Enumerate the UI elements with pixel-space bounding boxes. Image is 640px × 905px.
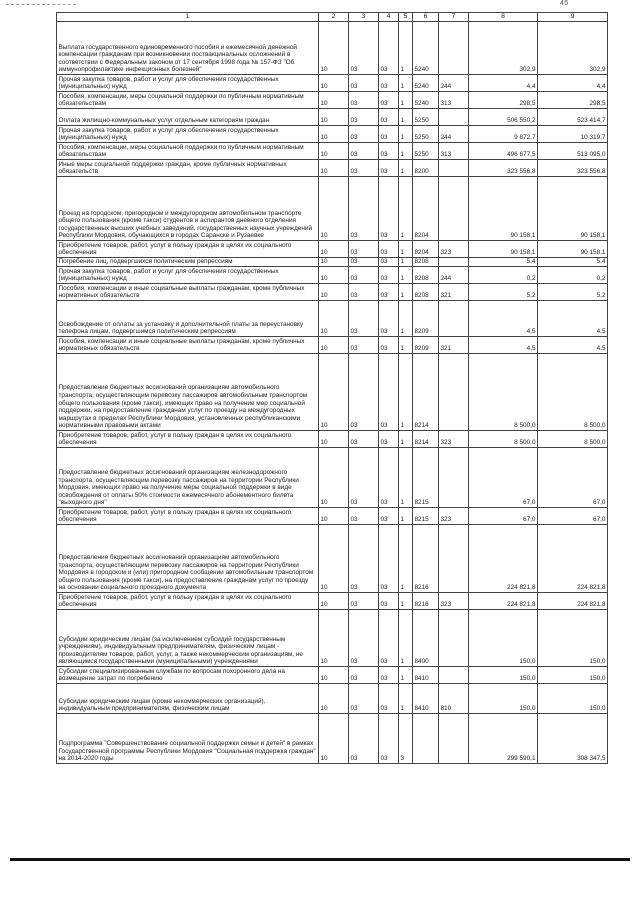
code-cell: 1 <box>399 593 413 610</box>
row-name: Предоставление бюджетных ассигнований организациям железнодорожного транспорта, осуществляющим перевозку пассажиров на территории Республики Мордовия, имеющих право на получение меры социальной поддержки в виде освобождения от оплаты 50% стоимости ежемесячного абонементного билета "выходного дня" <box>57 448 319 508</box>
amount-cell: 523 414,7 <box>538 109 608 126</box>
row-name: Приобретение товаров, работ, услуг в пользу граждан в целях их социального обеспечения <box>57 593 319 610</box>
table-row <box>57 109 608 126</box>
code-cell: 8209 <box>413 337 439 354</box>
amount-cell: 496 677,5 <box>469 143 538 160</box>
amount-cell: 0,2 <box>538 267 608 284</box>
code-cell: 1 <box>399 92 413 109</box>
amount-cell: 5,2 <box>469 284 538 301</box>
code-cell: 10 <box>319 593 349 610</box>
table-header <box>57 13 608 22</box>
column-header-8: 8 <box>469 13 538 22</box>
code-cell: 321 <box>439 337 469 354</box>
code-cell: 323 <box>439 431 469 448</box>
amount-cell: 5,4 <box>469 258 538 267</box>
code-cell: 321 <box>439 284 469 301</box>
amount-cell: 150,0 <box>538 667 608 684</box>
code-cell: 03 <box>379 301 399 337</box>
table-row <box>57 177 608 241</box>
code-cell: 8200 <box>413 160 439 177</box>
code-cell: 10 <box>319 448 349 508</box>
code-cell: 810 <box>439 684 469 714</box>
row-name: Выплата государственного единовременного пособия и ежемесячной денежной компенсации гражданам при возникновении поствакцинальных осложнений в соответствии с Федеральным законом от 17 сентября 1998 года № 157-ФЗ "Об иммунопрофилактике инфекционных болезней" <box>57 22 319 75</box>
code-cell: 03 <box>349 301 379 337</box>
amount-cell: 308 347,5 <box>538 714 608 764</box>
code-cell: 1 <box>399 241 413 258</box>
code-cell: 03 <box>379 241 399 258</box>
code-cell: 1 <box>399 284 413 301</box>
code-cell: 1 <box>399 337 413 354</box>
code-cell: 10 <box>319 143 349 160</box>
column-header-2: 2 <box>319 13 349 22</box>
code-cell: 8208 <box>413 284 439 301</box>
amount-cell: 67,0 <box>469 448 538 508</box>
code-cell <box>439 448 469 508</box>
code-cell: 10 <box>319 431 349 448</box>
row-name: Приобретение товаров, работ, услуг в пользу граждан в целях их социального обеспечения <box>57 241 319 258</box>
code-cell: 313 <box>439 143 469 160</box>
code-cell: 10 <box>319 126 349 143</box>
table-row <box>57 610 608 667</box>
code-cell: 1 <box>399 354 413 431</box>
amount-cell: 8 500,0 <box>469 431 538 448</box>
code-cell: 10 <box>319 284 349 301</box>
amount-cell: 224 821,8 <box>538 593 608 610</box>
code-cell: 1 <box>399 267 413 284</box>
column-header-6: 6 <box>413 13 439 22</box>
code-cell: 1 <box>399 525 413 593</box>
code-cell: 244 <box>439 267 469 284</box>
code-cell: 8216 <box>413 593 439 610</box>
code-cell: 323 <box>439 593 469 610</box>
amount-cell: 4,5 <box>469 301 538 337</box>
code-cell: 03 <box>349 160 379 177</box>
table-row <box>57 593 608 610</box>
code-cell: 8204 <box>413 177 439 241</box>
code-cell: 03 <box>349 284 379 301</box>
code-cell: 03 <box>349 337 379 354</box>
row-name: Пособия, компенсации и иные социальные выплаты гражданам, кроме публичных нормативных обязательств <box>57 284 319 301</box>
code-cell: 1 <box>399 508 413 525</box>
row-name: Субсидии специализированным службам по вопросам похоронного дела на возмещение затрат по погребению <box>57 667 319 684</box>
amount-cell: 298,5 <box>538 92 608 109</box>
code-cell: 10 <box>319 508 349 525</box>
table-row <box>57 258 608 267</box>
table-row <box>57 431 608 448</box>
table-row <box>57 301 608 337</box>
amount-cell: 224 821,8 <box>469 525 538 593</box>
code-cell: 8215 <box>413 508 439 525</box>
code-cell: 03 <box>379 610 399 667</box>
amount-cell: 67,0 <box>538 508 608 525</box>
amount-cell: 302,9 <box>469 22 538 75</box>
amount-cell: 298,5 <box>469 92 538 109</box>
code-cell: 323 <box>439 241 469 258</box>
column-header-5: 5 <box>399 13 413 22</box>
code-cell: 1 <box>399 109 413 126</box>
code-cell: 03 <box>379 258 399 267</box>
table-row <box>57 684 608 714</box>
column-number-row <box>57 13 608 22</box>
code-cell: 03 <box>349 525 379 593</box>
table-row <box>57 160 608 177</box>
code-cell <box>439 177 469 241</box>
amount-cell: 299 590,1 <box>469 714 538 764</box>
row-name: Прочая закупка товаров, работ и услуг для обеспечения государственных (муниципальных) нужд <box>57 126 319 143</box>
row-name: Приобретение товаров, работ, услуг в пользу граждан в целях их социального обеспечения <box>57 508 319 525</box>
code-cell: 03 <box>349 431 379 448</box>
code-cell: 8216 <box>413 525 439 593</box>
code-cell <box>439 258 469 267</box>
table-row <box>57 337 608 354</box>
code-cell: 03 <box>349 267 379 284</box>
code-cell: 8209 <box>413 301 439 337</box>
code-cell: 8215 <box>413 448 439 508</box>
amount-cell: 150,0 <box>538 684 608 714</box>
code-cell: 5250 <box>413 109 439 126</box>
table-row <box>57 448 608 508</box>
amount-cell: 302,9 <box>538 22 608 75</box>
top-dashed-line <box>6 4 76 5</box>
column-header-9: 9 <box>538 13 608 22</box>
code-cell: 1 <box>399 258 413 267</box>
code-cell: 10 <box>319 610 349 667</box>
code-cell: 10 <box>319 177 349 241</box>
amount-cell: 4,4 <box>469 75 538 92</box>
code-cell: 03 <box>349 667 379 684</box>
amount-cell: 90 158,1 <box>469 177 538 241</box>
code-cell: 03 <box>379 109 399 126</box>
code-cell <box>439 714 469 764</box>
code-cell: 1 <box>399 143 413 160</box>
code-cell: 03 <box>379 75 399 92</box>
code-cell: 03 <box>379 714 399 764</box>
table-row <box>57 75 608 92</box>
amount-cell: 4,4 <box>538 75 608 92</box>
code-cell <box>439 301 469 337</box>
code-cell: 10 <box>319 714 349 764</box>
row-name: Проезд на городском, пригородном и междугородном автомобильном транспорте общего пользования (кроме такси) студентов и аспирантов дневного отделения государственных высших учебных заведений, государственных научных учреждений Республики Мордовия, обучающихся в городах Саранске и Рузаевке <box>57 177 319 241</box>
code-cell: 10 <box>319 684 349 714</box>
code-cell: 03 <box>349 92 379 109</box>
code-cell: 03 <box>349 508 379 525</box>
amount-cell: 67,0 <box>538 448 608 508</box>
code-cell: 5250 <box>413 143 439 160</box>
code-cell: 03 <box>349 177 379 241</box>
code-cell: 03 <box>349 109 379 126</box>
code-cell: 03 <box>349 126 379 143</box>
code-cell: 03 <box>379 448 399 508</box>
code-cell: 8204 <box>413 241 439 258</box>
row-name: Прочая закупка товаров, работ и услуг для обеспечения государственных (муниципальных) нужд <box>57 75 319 92</box>
code-cell: 03 <box>379 126 399 143</box>
code-cell: 03 <box>349 22 379 75</box>
row-name: Пособия, компенсации и иные социальные выплаты гражданам, кроме публичных нормативных обязательств <box>57 337 319 354</box>
code-cell <box>439 610 469 667</box>
page-number: 45 <box>560 0 569 7</box>
amount-cell: 67,0 <box>469 508 538 525</box>
code-cell: 10 <box>319 241 349 258</box>
code-cell: 03 <box>379 354 399 431</box>
row-name: Освобождение от оплаты за установку и дополнительной платы за переустановку телефона лицам, подвергшимся политическим репрессиям <box>57 301 319 337</box>
amount-cell: 150,0 <box>469 684 538 714</box>
code-cell: 1 <box>399 667 413 684</box>
column-header-4: 4 <box>379 13 399 22</box>
code-cell: 03 <box>379 284 399 301</box>
amount-cell: 0,2 <box>469 267 538 284</box>
code-cell: 03 <box>349 258 379 267</box>
row-name: Погребение лиц, подвергшихся политическим репрессиям <box>57 258 319 267</box>
row-name: Иные меры социальной поддержки граждан, кроме публичных нормативных обязательств <box>57 160 319 177</box>
code-cell <box>439 667 469 684</box>
table-row <box>57 508 608 525</box>
code-cell <box>439 22 469 75</box>
code-cell: 10 <box>319 354 349 431</box>
amount-cell: 90 158,1 <box>469 241 538 258</box>
code-cell: 10 <box>319 301 349 337</box>
code-cell: 1 <box>399 448 413 508</box>
amount-cell: 323 556,8 <box>469 160 538 177</box>
code-cell: 1 <box>399 22 413 75</box>
amount-cell: 150,0 <box>469 610 538 667</box>
table-row <box>57 92 608 109</box>
code-cell: 10 <box>319 109 349 126</box>
code-cell: 5240 <box>413 22 439 75</box>
code-cell: 1 <box>399 177 413 241</box>
code-cell: 03 <box>379 337 399 354</box>
amount-cell: 5,2 <box>538 284 608 301</box>
code-cell <box>439 525 469 593</box>
amount-cell: 4,5 <box>538 301 608 337</box>
row-name: Пособия, компенсации, меры социальной поддержки по публичным нормативным обязательствам <box>57 92 319 109</box>
amount-cell: 506 550,2 <box>469 109 538 126</box>
code-cell: 10 <box>319 337 349 354</box>
amount-cell: 150,0 <box>538 610 608 667</box>
code-cell: 10 <box>319 160 349 177</box>
code-cell: 03 <box>349 714 379 764</box>
code-cell: 10 <box>319 258 349 267</box>
code-cell: 5240 <box>413 75 439 92</box>
code-cell: 03 <box>379 160 399 177</box>
code-cell: 8208 <box>413 267 439 284</box>
table-row <box>57 667 608 684</box>
code-cell: 10 <box>319 267 349 284</box>
code-cell: 8400 <box>413 610 439 667</box>
code-cell: 03 <box>379 267 399 284</box>
code-cell: 03 <box>379 508 399 525</box>
column-header-3: 3 <box>349 13 379 22</box>
code-cell: 1 <box>399 684 413 714</box>
code-cell: 8410 <box>413 667 439 684</box>
table-row <box>57 126 608 143</box>
code-cell: 03 <box>379 143 399 160</box>
code-cell: 03 <box>349 241 379 258</box>
amount-cell: 513 095,0 <box>538 143 608 160</box>
amount-cell: 150,0 <box>469 667 538 684</box>
bottom-rule <box>10 858 630 861</box>
row-name: Субсидии юридическим лицам (кроме некоммерческих организаций), индивидуальным предпринимателям, физическим лицам <box>57 684 319 714</box>
code-cell: 03 <box>349 75 379 92</box>
amount-cell: 9 872,7 <box>469 126 538 143</box>
code-cell: 1 <box>399 301 413 337</box>
amount-cell: 4,5 <box>538 337 608 354</box>
code-cell: 03 <box>349 143 379 160</box>
amount-cell: 4,5 <box>469 337 538 354</box>
table-row <box>57 22 608 75</box>
row-name: Пособия, компенсации, меры социальной поддержки по публичным нормативным обязательствам <box>57 143 319 160</box>
code-cell: 244 <box>439 126 469 143</box>
table-row <box>57 267 608 284</box>
code-cell: 03 <box>379 177 399 241</box>
code-cell: 03 <box>379 684 399 714</box>
code-cell: 10 <box>319 525 349 593</box>
code-cell <box>439 160 469 177</box>
code-cell: 10 <box>319 92 349 109</box>
column-header-7: 7 <box>439 13 469 22</box>
code-cell: 03 <box>349 354 379 431</box>
amount-cell: 10 319,7 <box>538 126 608 143</box>
code-cell: 3 <box>399 714 413 764</box>
code-cell: 03 <box>379 525 399 593</box>
code-cell: 313 <box>439 92 469 109</box>
code-cell <box>439 354 469 431</box>
amount-cell: 8 500,0 <box>538 354 608 431</box>
row-name: Оплата жилищно-коммунальных услуг отдельным категориям граждан <box>57 109 319 126</box>
code-cell: 8214 <box>413 431 439 448</box>
row-name: Приобретение товаров, работ, услуг в пользу граждан в целях их социального обеспечения <box>57 431 319 448</box>
table-row <box>57 714 608 764</box>
amount-cell: 8 500,0 <box>469 354 538 431</box>
table-body <box>57 22 608 764</box>
code-cell <box>439 109 469 126</box>
code-cell <box>413 714 439 764</box>
table-row <box>57 354 608 431</box>
table-row <box>57 143 608 160</box>
code-cell: 03 <box>349 684 379 714</box>
code-cell: 323 <box>439 508 469 525</box>
code-cell: 03 <box>349 610 379 667</box>
code-cell: 1 <box>399 160 413 177</box>
code-cell: 1 <box>399 126 413 143</box>
code-cell: 8214 <box>413 354 439 431</box>
column-header-1: 1 <box>57 13 319 22</box>
amount-cell: 323 556,8 <box>538 160 608 177</box>
code-cell: 03 <box>379 92 399 109</box>
amount-cell: 8 500,0 <box>538 431 608 448</box>
code-cell: 03 <box>379 667 399 684</box>
code-cell: 8208 <box>413 258 439 267</box>
code-cell: 03 <box>349 448 379 508</box>
table-row <box>57 284 608 301</box>
row-name: Предоставление бюджетных ассигнований организациям автомобильного транспорта, осуществляющим перевозку пассажиров автомобильным транспортом общего пользования (кроме такси), имеющих право на получение мер социальной поддержки, на предоставление гражданам услуг по проезду на междугородных маршрутах в пределах Республики Мордовия, установленных республиканскими нормативными правовыми актами <box>57 354 319 431</box>
code-cell: 03 <box>379 22 399 75</box>
code-cell: 10 <box>319 667 349 684</box>
table-row <box>57 241 608 258</box>
code-cell: 10 <box>319 75 349 92</box>
amount-cell: 90 158,1 <box>538 241 608 258</box>
code-cell: 244 <box>439 75 469 92</box>
code-cell: 1 <box>399 431 413 448</box>
code-cell: 03 <box>349 593 379 610</box>
amount-cell: 90 158,1 <box>538 177 608 241</box>
row-name: Подпрограмма "Совершенствование социальной поддержки семьи и детей" в рамках Государственной программы Республики Мордовия "Социальная поддержка граждан" на 2014-2020 годы <box>57 714 319 764</box>
amount-cell: 5,4 <box>538 258 608 267</box>
code-cell: 10 <box>319 22 349 75</box>
amount-cell: 224 821,8 <box>538 525 608 593</box>
budget-table <box>56 12 608 764</box>
amount-cell: 224 821,8 <box>469 593 538 610</box>
code-cell: 5250 <box>413 126 439 143</box>
row-name: Предоставление бюджетных ассигнований организациям автомобильного транспорта, осуществляющим перевозку пассажиров на территории Республики Мордовия в городском и (или) пригородном сообщении автомобильным транспортом общего пользования (кроме такси), на предоставление гражданам услуг по проезду на основании социального проездного документа <box>57 525 319 593</box>
row-name: Субсидии юридическим лицам (за исключением субсидий государственным учреждениям), индивидуальным предпринимателям, физическим лицам - производителям товаров, работ, услуг, а также некоммерческим организациям, не являющимся государственными (муниципальными) учреждениями <box>57 610 319 667</box>
row-name: Прочая закупка товаров, работ и услуг для обеспечения государственных (муниципальных) нужд <box>57 267 319 284</box>
code-cell: 8410 <box>413 684 439 714</box>
code-cell: 1 <box>399 75 413 92</box>
code-cell: 5240 <box>413 92 439 109</box>
code-cell: 03 <box>379 431 399 448</box>
code-cell: 1 <box>399 610 413 667</box>
table-row <box>57 525 608 593</box>
code-cell: 03 <box>379 593 399 610</box>
